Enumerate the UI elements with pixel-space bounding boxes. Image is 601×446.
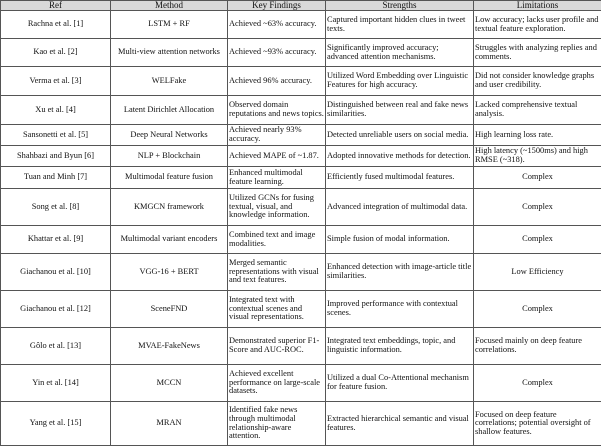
header-row	[1, 1, 601, 11]
limitations-cell: Struggles with analyzing replies and comments.	[474, 39, 601, 67]
strengths-cell: Utilized Word Embedding over Linguistic Features for high accuracy.	[326, 67, 474, 96]
method-cell: LSTM + RF	[111, 11, 228, 39]
table-row	[1, 226, 601, 254]
ref-cell: Xu et al. [4]	[1, 96, 111, 125]
limitations-cell: Complex	[474, 291, 601, 328]
limitations-cell: Complex	[474, 365, 601, 402]
strengths-cell: Extracted hierarchical semantic and visual features.	[326, 402, 474, 446]
findings-cell: Integrated text with contextual scenes and visual representations.	[228, 291, 326, 328]
findings-cell: Utilized GCNs for fusing textual, visual, and knowledge information.	[228, 189, 326, 226]
table-row	[1, 402, 601, 446]
method-cell: Multi-view attention networks	[111, 39, 228, 67]
limitations-cell: Complex	[474, 226, 601, 254]
strengths-cell: Adopted innovative methods for detection.	[326, 146, 474, 167]
strengths-cell: Enhanced detection with image-article title similarities.	[326, 254, 474, 291]
method-cell: MVAE-FakeNews	[111, 328, 228, 365]
ref-cell: Giachanou et al. [12]	[1, 291, 111, 328]
ref-cell: Yang et al. [15]	[1, 402, 111, 446]
method-cell: Multimodal variant encoders	[111, 226, 228, 254]
method-cell: MRAN	[111, 402, 228, 446]
table-row	[1, 291, 601, 328]
ref-cell: Verma et al. [3]	[1, 67, 111, 96]
strengths-cell: Distinguished between real and fake news similarities.	[326, 96, 474, 125]
table-row	[1, 254, 601, 291]
findings-cell: Identified fake news through multimodal relationship-aware attention.	[228, 402, 326, 446]
method-cell: VGG-16 + BERT	[111, 254, 228, 291]
ref-cell: Song et al. [8]	[1, 189, 111, 226]
findings-cell: Achieved ~93% accuracy.	[228, 39, 326, 67]
limitations-cell: Focused mainly on deep feature correlations.	[474, 328, 601, 365]
findings-cell: Observed domain reputations and news topics.	[228, 96, 326, 125]
ref-cell: Yin et al. [14]	[1, 365, 111, 402]
ref-cell: Sansonetti et al. [5]	[1, 125, 111, 146]
findings-cell: Combined text and image modalities.	[228, 226, 326, 254]
strengths-cell: Captured important hidden clues in tweet texts.	[326, 11, 474, 39]
findings-cell: Achieved MAPE of ~1.87.	[228, 146, 326, 167]
table-row	[1, 365, 601, 402]
findings-cell: Achieved 96% accuracy.	[228, 67, 326, 96]
method-cell: NLP + Blockchain	[111, 146, 228, 167]
header-method: Method	[111, 1, 228, 11]
strengths-cell: Simple fusion of modal information.	[326, 226, 474, 254]
limitations-cell: Complex	[474, 167, 601, 189]
table-row	[1, 125, 601, 146]
method-cell: Latent Dirichlet Allocation	[111, 96, 228, 125]
ref-cell: Kao et al. [2]	[1, 39, 111, 67]
method-cell: Multimodal feature fusion	[111, 167, 228, 189]
table-row	[1, 189, 601, 226]
ref-cell: Tuan and Minh [7]	[1, 167, 111, 189]
findings-cell: Achieved nearly 93% accuracy.	[228, 125, 326, 146]
strengths-cell: Detected unreliable users on social media.	[326, 125, 474, 146]
ref-cell: Gôlo et al. [13]	[1, 328, 111, 365]
findings-cell: Achieved excellent performance on large-scale datasets.	[228, 365, 326, 402]
table-row	[1, 67, 601, 96]
strengths-cell: Improved performance with contextual scenes.	[326, 291, 474, 328]
limitations-cell: High learning loss rate.	[474, 125, 601, 146]
method-cell: Deep Neural Networks	[111, 125, 228, 146]
strengths-cell: Utilized a dual Co-Attentional mechanism for feature fusion.	[326, 365, 474, 402]
ref-cell: Khattar et al. [9]	[1, 226, 111, 254]
strengths-cell: Integrated text embeddings, topic, and linguistic information.	[326, 328, 474, 365]
limitations-cell: Complex	[474, 189, 601, 226]
findings-cell: Demonstrated superior F1-Score and AUC-ROC.	[228, 328, 326, 365]
header-ref: Ref	[1, 1, 111, 11]
ref-cell: Rachna et al. [1]	[1, 11, 111, 39]
findings-cell: Enhanced multimodal feature learning.	[228, 167, 326, 189]
findings-cell: Merged semantic representations with visual and text features.	[228, 254, 326, 291]
table-row	[1, 146, 601, 167]
header-key-findings: Key Findings	[228, 1, 326, 11]
limitations-cell: High latency (~1500ms) and high RMSE (~318).	[474, 146, 601, 167]
method-cell: WELFake	[111, 67, 228, 96]
ref-cell: Giachanou et al. [10]	[1, 254, 111, 291]
header-strengths: Strengths	[326, 1, 474, 11]
ref-cell: Shahbazi and Byun [6]	[1, 146, 111, 167]
limitations-cell: Focused on deep feature correlations; potential oversight of shallow features.	[474, 402, 601, 446]
table-row	[1, 167, 601, 189]
table-row	[1, 96, 601, 125]
limitations-cell: Low Efficiency	[474, 254, 601, 291]
header-limitations: Limitations	[474, 1, 601, 11]
strengths-cell: Significantly improved accuracy; advanced attention mechanisms.	[326, 39, 474, 67]
table-row	[1, 11, 601, 39]
table-row	[1, 328, 601, 365]
strengths-cell: Advanced integration of multimodal data.	[326, 189, 474, 226]
findings-cell: Achieved ~63% accuracy.	[228, 11, 326, 39]
table-row	[1, 39, 601, 67]
limitations-cell: Low accuracy; lacks user profile and textual feature exploration.	[474, 11, 601, 39]
limitations-cell: Did not consider knowledge graphs and user credibility.	[474, 67, 601, 96]
method-cell: MCCN	[111, 365, 228, 402]
strengths-cell: Efficiently fused multimodal features.	[326, 167, 474, 189]
limitations-cell: Lacked comprehensive textual analysis.	[474, 96, 601, 125]
method-cell: KMGCN framework	[111, 189, 228, 226]
method-cell: SceneFND	[111, 291, 228, 328]
